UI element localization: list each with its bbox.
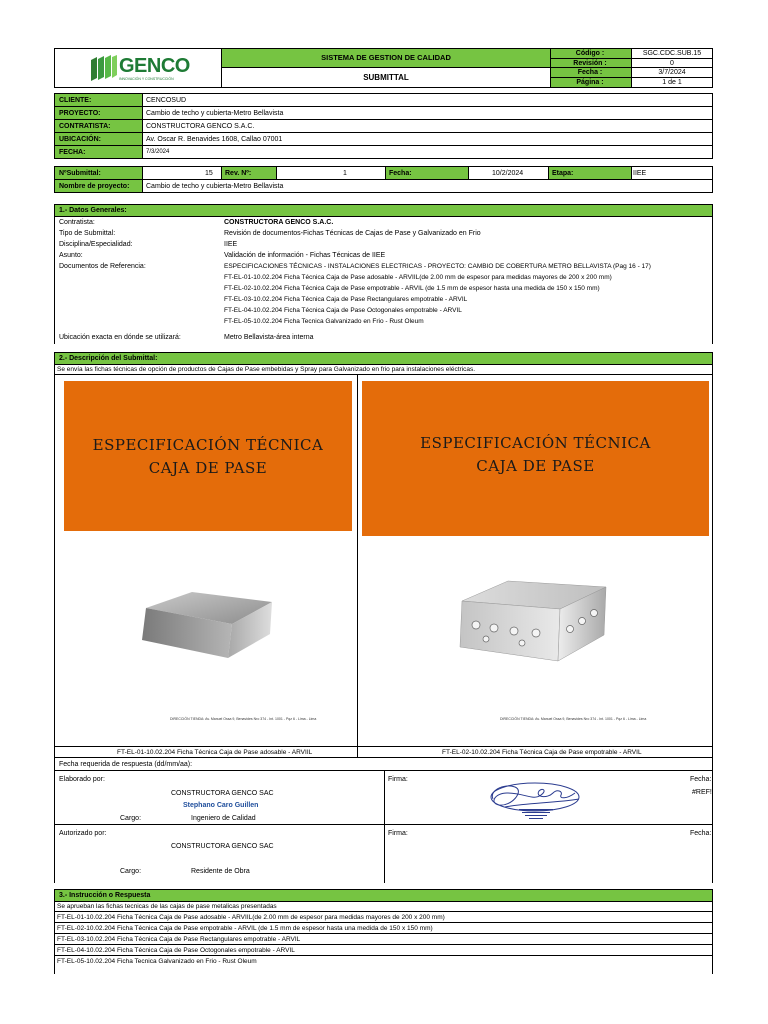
company-logo	[55, 49, 221, 87]
spec-title: ESPECIFICACIÓN TÉCNICA	[420, 434, 651, 452]
system-title: SISTEMA DE GESTION DE CALIDAD	[222, 49, 550, 68]
submittal-row-1: NºSubmittal: 15 Rev. Nº: 1 Fecha: 10/2/2024 Etapa: IIEE	[55, 167, 712, 180]
meta-row: Página : 1 de 1	[576, 78, 682, 86]
general-row: Disciplina/Especialidad: IIEE	[59, 241, 238, 248]
signature-image	[485, 777, 585, 823]
project-info-table	[54, 93, 713, 159]
meta-table	[551, 49, 712, 87]
instruction-line: FT-EL-05-10.02.204 Ficha Tecnica Galvanizado en Frio - Rust Oleum	[57, 958, 257, 965]
description-text-row: Se envía las fichas técnicas de opción de productos de Cajas de Pase embebidas y Spray para Galvanizado en frio para instalaciones eléctricas.	[55, 365, 712, 375]
flush-box-image	[456, 573, 612, 673]
logo-wordmark: GENCO	[119, 55, 190, 77]
meta-row: Revisión : 0	[551, 59, 712, 69]
reference-item: FT-EL-01-10.02.204 Ficha Técnica Caja de Pase adosable - ARVIIL(de 2.00 mm de espesor para medidas mayores de 200 x 200 mm)	[224, 274, 612, 281]
meta-row: Fecha : 3/7/2024	[551, 68, 712, 78]
authorized-by-row: Autorizado por: CONSTRUCTORA GENCO SAC Cargo: Residente de Obra Firma: Fecha:	[59, 830, 712, 875]
spec-subtitle: CAJA DE PASE	[476, 457, 595, 475]
caption-row	[55, 746, 712, 758]
card-footer-address: DIRECCIÓN TIENDA: Av. Manuel Ossa 9, Benavides Nro 374 - Int. 1001 - Pqz 6 - Lima - Lima	[170, 717, 317, 721]
reference-item: FT-EL-02-10.02.204 Ficha Técnica Caja de Pase empotrable - ARVIL (de 1.5 mm de espesor hasta una medida de 150 x 150 mm)	[224, 285, 600, 292]
general-data	[54, 217, 713, 344]
genco-logo-icon	[89, 54, 119, 82]
project-row-client: CLIENTE: CENCOSUD	[55, 94, 712, 107]
project-row-date: FECHA: 7/3/2024	[59, 149, 170, 156]
signature-block	[54, 771, 713, 883]
instruction-body	[54, 902, 713, 974]
card-caption: FT-EL-02-10.02.204 Ficha Técnica Caja de Pase empotrable - ARVIL	[442, 749, 642, 756]
general-row: Tipo de Submittal: Revisión de documentos-Fichas Técnicas de Cajas de Pase y Galvanizado en Frio	[59, 230, 481, 237]
meta-row: Código : SGC.CDC.SUB.15	[551, 49, 712, 59]
reference-item: FT-EL-05-10.02.204 Ficha Tecnica Galvanizado en Frio - Rust Oleum	[224, 318, 424, 325]
spec-card-2	[358, 376, 712, 746]
project-row-project: PROYECTO: Cambio de techo y cubierta-Metro Bellavista	[55, 107, 712, 120]
general-row: Contratista: CONSTRUCTORA GENCO S.A.C.	[59, 219, 334, 226]
reference-list	[55, 272, 712, 330]
description-body	[54, 365, 713, 758]
instruction-line: FT-EL-03-10.02.204 Ficha Técnica Caja de Pase Rectangulares empotrable - ARVIL	[55, 934, 712, 945]
surface-box-image	[132, 586, 280, 666]
instruction-line: FT-EL-04-10.02.204 Ficha Técnica Caja de Pase Octogonales empotrable - ARVIL	[55, 945, 712, 956]
card-caption: FT-EL-01-10.02.204 Ficha Técnica Caja de Pase adosable - ARVIIL	[117, 749, 313, 756]
doc-title: SUBMITTAL	[363, 73, 409, 82]
spec-card-banner	[362, 381, 709, 536]
instruction-line: FT-EL-01-10.02.204 Ficha Técnica Caja de Pase adosable - ARVIIL(de 2.00 mm de espesor para medidas mayores de 200 x 200 mm)	[55, 912, 712, 923]
submittal-row-2: Nombre de proyecto: Cambio de techo y cubierta-Metro Bellavista	[55, 180, 712, 192]
response-date-row: Fecha requerida de respuesta (dd/mm/aa):	[54, 758, 713, 771]
card-footer-address: DIRECCIÓN TIENDA: Av. Manuel Ossa 9, Benavides Nro 374 - Int. 1001 - Pqz 6 - Lima - Lima	[500, 717, 647, 721]
prepared-by-row: Elaborado por: CONSTRUCTORA GENCO SAC Stephano Caro Guillen Cargo: Ingeniero de Calidad Firma: Fecha: #REF!	[55, 771, 712, 825]
spec-subtitle: CAJA DE PASE	[148, 459, 268, 477]
general-row: Asunto: Validación de información - Fichas Técnicas de IIEE	[59, 252, 386, 259]
logo-tagline: INNOVACIÓN Y CONSTRUCCIÓN	[119, 77, 174, 81]
instruction-line: Se aprueban las fichas tecnicas de las cajas de pase metalicas presentadas	[55, 902, 712, 912]
spec-title: ESPECIFICACIÓN TÉCNICA	[92, 436, 324, 454]
document-header	[54, 48, 713, 88]
reference-item: FT-EL-03-10.02.204 Ficha Técnica Caja de Pase Rectangulares empotrable - ARVIL	[224, 296, 468, 303]
section-instruction-header: 3.- Instrucción o Respuesta	[54, 889, 713, 902]
prepared-by-name: Stephano Caro Guillen	[183, 802, 259, 809]
general-row-location: Ubicación exacta en dónde se utilizará: Metro Bellavista-área interna	[59, 334, 314, 341]
instruction-line: FT-EL-02-10.02.204 Ficha Técnica Caja de Pase empotrable - ARVIL (de 1.5 mm de espesor hasta una medida de 150 x 150 mm)	[55, 923, 712, 934]
spec-card-banner	[64, 381, 352, 531]
section-description-header: 2.- Descripción del Submittal:	[54, 352, 713, 365]
spec-card-1	[55, 376, 357, 746]
project-row-location: UBICACIÓN: Av. Oscar R. Benavides 1608, Callao 07001	[55, 133, 712, 146]
section-general-header: 1.- Datos Generales:	[54, 204, 713, 217]
general-row: Documentos de Referencia: ESPECIFICACIONES TÉCNICAS - INSTALACIONES ELECTRICAS - PROYECTO: CAMBIO DE COBERTURA METRO BELLAVISTA (Pag 16 - 17)	[59, 263, 651, 270]
project-row-contractor: CONTRATISTA: CONSTRUCTORA GENCO S.A.C.	[55, 120, 712, 133]
submittal-info-table	[54, 166, 713, 193]
reference-item: FT-EL-04-10.02.204 Ficha Técnica Caja de Pase Octogonales empotrable - ARVIL	[224, 307, 462, 314]
